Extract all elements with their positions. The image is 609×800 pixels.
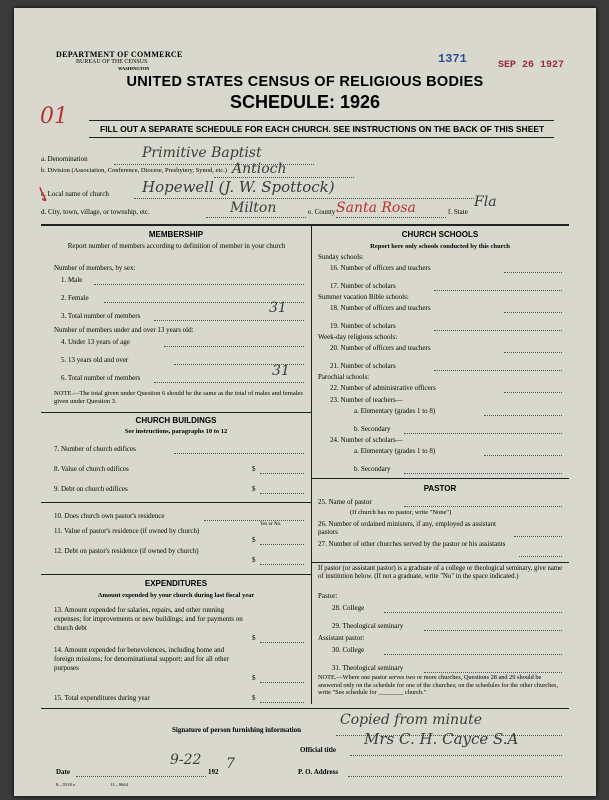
schools-title: CHURCH SCHOOLS	[401, 230, 479, 239]
q12-label: 12. Debt on pastor's residence (if owned by church)	[54, 547, 199, 555]
sunday-schools-label: Sunday schools:	[318, 253, 364, 261]
date-value: 9-22	[170, 752, 202, 768]
buildings-title: CHURCH BUILDINGS	[135, 416, 217, 425]
graduate-note: If pastor (or assistant pastor) is a graduate of a college or theological seminary, give name of institution below. (If not a graduate, write "No" in the space indicated.)	[318, 565, 563, 580]
q23a-label: a. Elementary (grades 1 to 8)	[354, 407, 436, 415]
local-name-value: Hopewell (J. W. Spottock)	[142, 178, 335, 196]
q4-label: 4. Under 13 years of age	[61, 338, 130, 346]
q6-label: 6. Total number of members	[61, 374, 141, 382]
q24a-label: a. Elementary (grades 1 to 8)	[354, 447, 436, 455]
state-value: Fla	[474, 194, 497, 210]
q9-dollar: $	[252, 485, 256, 493]
form-code: 11—9664	[110, 782, 128, 787]
official-title-label: Official title	[300, 746, 336, 754]
q19-label: 19. Number of scholars	[330, 322, 396, 330]
q13-label: 13. Amount expended for salaries, repairs, and other running expenses; for improvements or new buildings; and for payments on church debt	[54, 606, 243, 632]
q10-label: 10. Does church own pastor's residence	[54, 512, 165, 520]
q23-label: 23. Number of teachers—	[330, 396, 403, 404]
division-value: Antioch	[232, 161, 287, 177]
county-label: e. County	[308, 208, 336, 216]
members-by-sex-label: Number of members, by sex:	[54, 264, 136, 272]
form-schedule: SCHEDULE: 1926	[229, 92, 381, 112]
schools-intro: Report here only schools conducted by this church	[370, 243, 510, 250]
location-name: WASHINGTON	[118, 66, 150, 71]
q24b-label: b. Secondary	[354, 465, 391, 473]
q8-label: 8. Value of church edifices	[54, 465, 129, 473]
q7-label: 7. Number of church edifices	[54, 445, 136, 453]
red-check-mark: ✓	[28, 184, 57, 208]
q25-hint: (If church has no pastor, write "None")	[350, 509, 452, 516]
membership-title: MEMBERSHIP	[148, 230, 204, 239]
denomination-value: Primitive Baptist	[142, 145, 262, 161]
form-title: UNITED STATES CENSUS OF RELIGIOUS BODIES	[126, 74, 484, 90]
q22-label: 22. Number of administrative officers	[330, 384, 436, 392]
department-name: DEPARTMENT OF COMMERCE	[56, 50, 183, 59]
q25-label: 25. Name of pastor	[318, 498, 372, 506]
q18-label: 18. Number of officers and teachers	[330, 304, 431, 312]
state-label: f. State	[448, 208, 468, 216]
q23b-label: b. Secondary	[354, 425, 391, 433]
q3-label: 3. Total number of members	[61, 312, 141, 320]
q2-label: 2. Female	[61, 294, 89, 302]
official-title-value: Mrs C. H. Cayce S.A	[364, 730, 519, 748]
buildings-intro: See instructions, paragraphs 10 to 12	[124, 428, 228, 435]
q11-dollar: $	[252, 536, 256, 544]
age-header: Number of members under and over 13 years old:	[54, 326, 194, 334]
q20-label: 20. Number of officers and teachers	[330, 344, 431, 352]
q5-label: 5. 13 years old and over	[61, 356, 129, 364]
weekday-schools-label: Week-day religious schools:	[318, 333, 398, 341]
instruction-line: FILL OUT A SEPARATE SCHEDULE FOR EACH CHURCH. SEE INSTRUCTIONS ON THE BACK OF THIS SHEET	[100, 124, 545, 134]
q3-value: 31	[269, 300, 287, 316]
denomination-label: a. Denomination	[41, 155, 88, 163]
q27-label: 27. Number of other churches served by the pastor or his assistants	[318, 540, 506, 548]
membership-note: NOTE.—The total given under Question 6 should be the same as the total of males and females given under Question 3.	[54, 390, 303, 405]
stamp-number: 1371	[438, 52, 467, 66]
city-label: d. City, town, village, or township, etc.	[41, 208, 150, 216]
q6-value: 31	[272, 363, 290, 379]
q13-dollar: $	[252, 634, 256, 642]
q17-label: 17. Number of scholars	[330, 282, 396, 290]
q14-dollar: $	[252, 674, 256, 682]
pastor-title: PASTOR	[423, 484, 457, 493]
q26-label: 26. Number of ordained ministers, if any, employed as assistant pastors	[318, 520, 497, 536]
census-schedule-page	[14, 8, 596, 796]
pastor-note: NOTE.—Where one pastor serves two or more churches, Questions 28 and 29 should be answered only on the schedule for one of the churches; on the schedules for the other churches, write "See schedule for ________ church."	[318, 674, 559, 696]
signature-value: Copied from minute	[340, 712, 483, 728]
division-label: b. Division (Association, Conference, Diocese, Presbytery, Synod, etc.)	[41, 167, 227, 174]
form-number: 8—5518 a	[56, 782, 75, 787]
q8-dollar: $	[252, 465, 256, 473]
q14-label: 14. Amount expended for benevolences, including home and foreign missions; for denominational support; and for all other purposes	[54, 646, 229, 672]
q28-label: 28. College	[332, 604, 365, 612]
q12-dollar: $	[252, 556, 256, 564]
q15-label: 15. Total expenditures during year	[54, 694, 150, 702]
signature-label: Signature of person furnishing information	[172, 726, 301, 734]
q9-label: 9. Debt on church edifices	[54, 485, 128, 493]
expenditures-title: EXPENDITURES	[144, 579, 208, 588]
q31-label: 31. Theological seminary	[332, 664, 404, 672]
local-name-label: c. Local name of church	[41, 190, 109, 198]
stamp-date: SEP 26 1927	[498, 60, 565, 71]
yes-no-hint: Yes or No.	[260, 522, 282, 527]
address-label: P. O. Address	[298, 768, 339, 776]
city-value: Milton	[230, 200, 277, 216]
bureau-name: BUREAU OF THE CENSUS	[76, 59, 148, 65]
q16-label: 16. Number of officers and teachers	[330, 264, 431, 272]
expenditures-intro: Amount expended by your church during last fiscal year	[97, 592, 255, 599]
membership-intro: Report number of members according to definition of member in your church	[67, 242, 286, 250]
left-mark: 01	[40, 104, 68, 129]
year-value: 7	[226, 756, 235, 772]
parochial-schools-label: Parochial schools:	[318, 373, 370, 381]
summer-schools-label: Summer vacation Bible schools:	[318, 293, 409, 301]
year-prefix: 192	[208, 768, 219, 776]
q24-label: 24. Number of scholars—	[330, 436, 403, 444]
assistant-pastor-label: Assistant pastor:	[318, 634, 365, 642]
q15-dollar: $	[252, 694, 256, 702]
q29-label: 29. Theological seminary	[332, 622, 404, 630]
date-label: Date	[56, 768, 70, 776]
pastor-sub-label: Pastor:	[318, 592, 338, 600]
q30-label: 30. College	[332, 646, 365, 654]
q1-label: 1. Male	[61, 276, 83, 284]
county-value: Santa Rosa	[336, 200, 416, 216]
q21-label: 21. Number of scholars	[330, 362, 396, 370]
q11-label: 11. Value of pastor's residence (if owned by church)	[54, 527, 200, 535]
